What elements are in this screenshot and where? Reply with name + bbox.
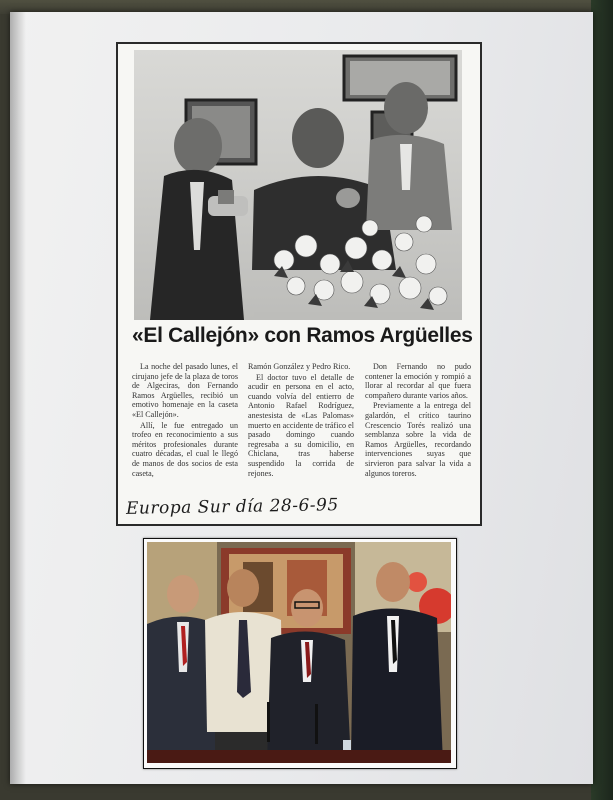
color-photograph-frame bbox=[143, 538, 457, 769]
clipping-photo bbox=[134, 50, 462, 320]
article-paragraph: Allí, le fue entregado un trofeo en reconocimiento a sus méritos profesionales durante cuatro décadas, el cual le llegó de manos de dos socios de esta caseta, bbox=[132, 420, 238, 478]
article-paragraph: El doctor tuvo el detalle de acudir en persona en el acto, cuando volvía del entierro de Antonio Rafael Rodríguez, anestesista de «Las Palomas» muerto en accidente de tráfico el pasado domingo cuando regresaba a su domicilio, en Chiclana, tras haberse suspendido la corrida de rejones. bbox=[248, 372, 354, 478]
color-photograph bbox=[147, 542, 451, 763]
clipping-headline: «El Callejón» con Ramos Argüelles bbox=[132, 324, 473, 347]
green-cover-edge bbox=[591, 0, 613, 800]
article-column-1 bbox=[132, 362, 238, 479]
article-paragraph: Ramón González y Pedro Rico. bbox=[248, 362, 351, 371]
article-paragraph: Previamente a la entrega del galardón, el crítico taurino Crescencio Torés realizó una semblanza sobre la vida de Ramos Argüelles, recordando intervenciones suyas que sirvieron para salvar la vida a algunos toreros. bbox=[365, 401, 471, 478]
article-column-3 bbox=[365, 362, 471, 479]
color-photograph-illustration bbox=[147, 542, 451, 763]
clipping-photo-illustration bbox=[134, 50, 462, 320]
article-paragraph: La noche del pasado lunes, el cirujano jefe de la plaza de toros de Algeciras, don Fernando Ramos Argüelles, recibió un emotivo homenaje en la caseta «El Callejón». bbox=[132, 362, 238, 419]
article-paragraph: Don Fernando no pudo contener la emoción y rompió a llorar al recordar al que fuera compañero durante varios años. bbox=[365, 362, 471, 400]
handwritten-source-note: Europa Sur día 28-6-95 bbox=[125, 495, 339, 519]
page-fold-shadow bbox=[10, 12, 26, 784]
newspaper-clipping bbox=[116, 42, 482, 526]
clipping-article bbox=[132, 362, 472, 488]
article-column-2 bbox=[248, 362, 354, 479]
